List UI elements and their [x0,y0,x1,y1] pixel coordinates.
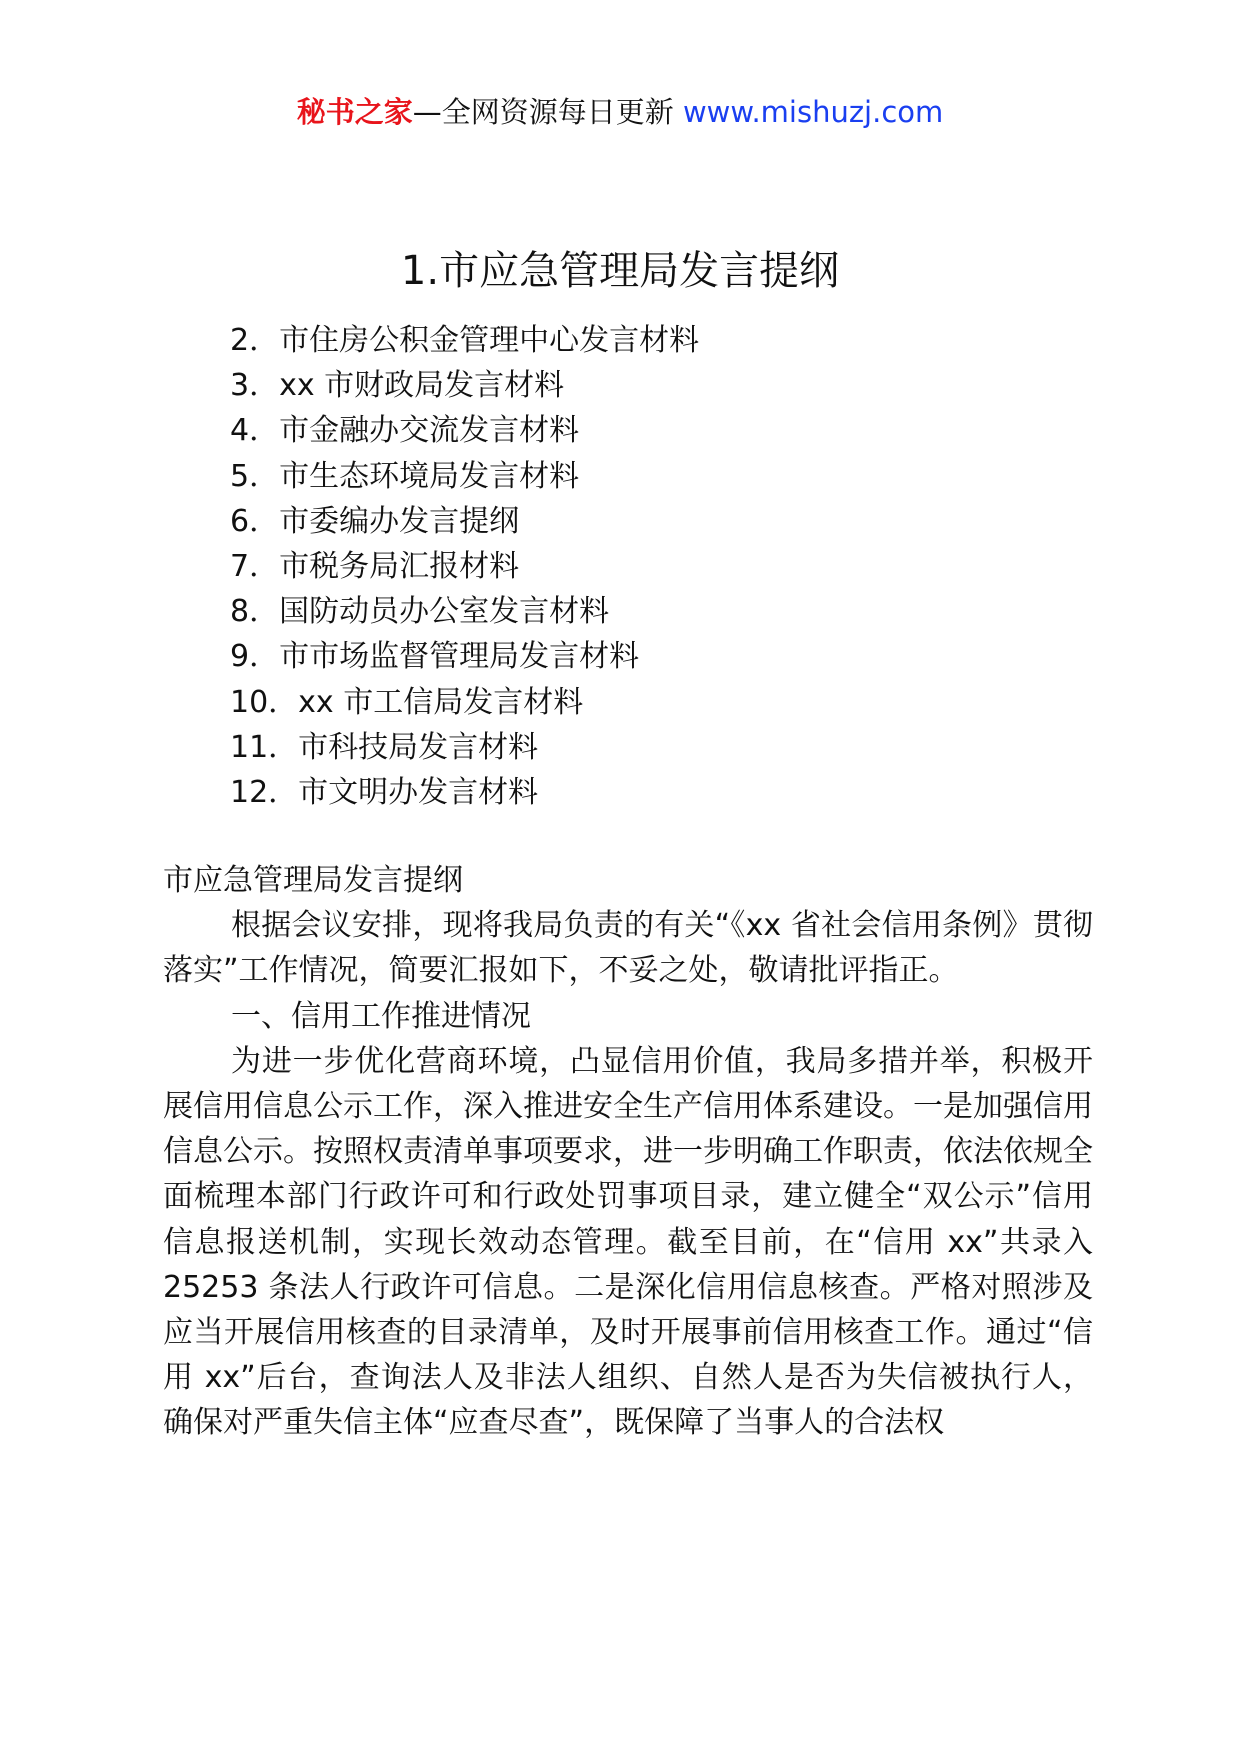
toc-item: 2．市住房公积金管理中心发言材料 [230,323,700,358]
document-body [163,858,1093,1446]
subsection-heading: 一、信用工作推进情况 [231,998,531,1034]
section-heading: 市应急管理局发言提纲 [163,863,463,898]
toc-item: 5．市生态环境局发言材料 [230,458,580,494]
site-header [0,92,1240,132]
body-paragraph: 为进一步优化营商环境，凸显信用价值，我局多措并举，积极开展信用信息公示工作，深入推进安全生产信用体系建设。一是加强信用信息公示。按照权责清单事项要求，进一步明确工作职责，依法依规全面梳理本部门行政许可和行政处罚事项目录，建立健全“双公示”信用信息报送机制，实现长效动态管理。截至目前，在“信用 xx”共录入 25253 条法人行政许可信息。二是深化信用信息核查。严格对照涉及应当开展信用核查的目录清单，及时开展事前信用核查工作。通过“信用 xx”后台，查询法人及非法人组织、自然人是否为失信被执行人，确保对严重失信主体“应查尽查”，既保障了当事人的合法权 [163,1043,1093,1441]
header-tagline: —全网资源每日更新 [412,95,683,129]
toc-item: 12．市文明办发言材料 [230,775,539,811]
toc-item: 3．xx 市财政局发言材料 [230,368,565,404]
toc-item: 11．市科技局发言材料 [230,729,539,765]
toc-item: 6．市委编办发言提纲 [230,503,520,539]
toc-item: 10．xx 市工信局发言材料 [230,684,584,720]
toc-item: 4．市金融办交流发言材料 [230,413,580,449]
table-of-contents [230,318,699,815]
body-paragraph: 根据会议安排，现将我局负责的有关“《xx 省社会信用条例》贯彻落实”工作情况，简要汇报如下，不妥之处，敬请批评指正。 [163,908,1093,989]
toc-item: 7．市税务局汇报材料 [230,549,520,585]
toc-item: 8．国防动员办公室发言材料 [230,594,610,630]
document-title: 1.市应急管理局发言提纲 [400,248,840,294]
toc-item: 9．市市场监督管理局发言材料 [230,639,640,675]
site-url-link[interactable]: www.mishuzj.com [682,95,944,129]
brand-name: 秘书之家 [296,95,413,129]
